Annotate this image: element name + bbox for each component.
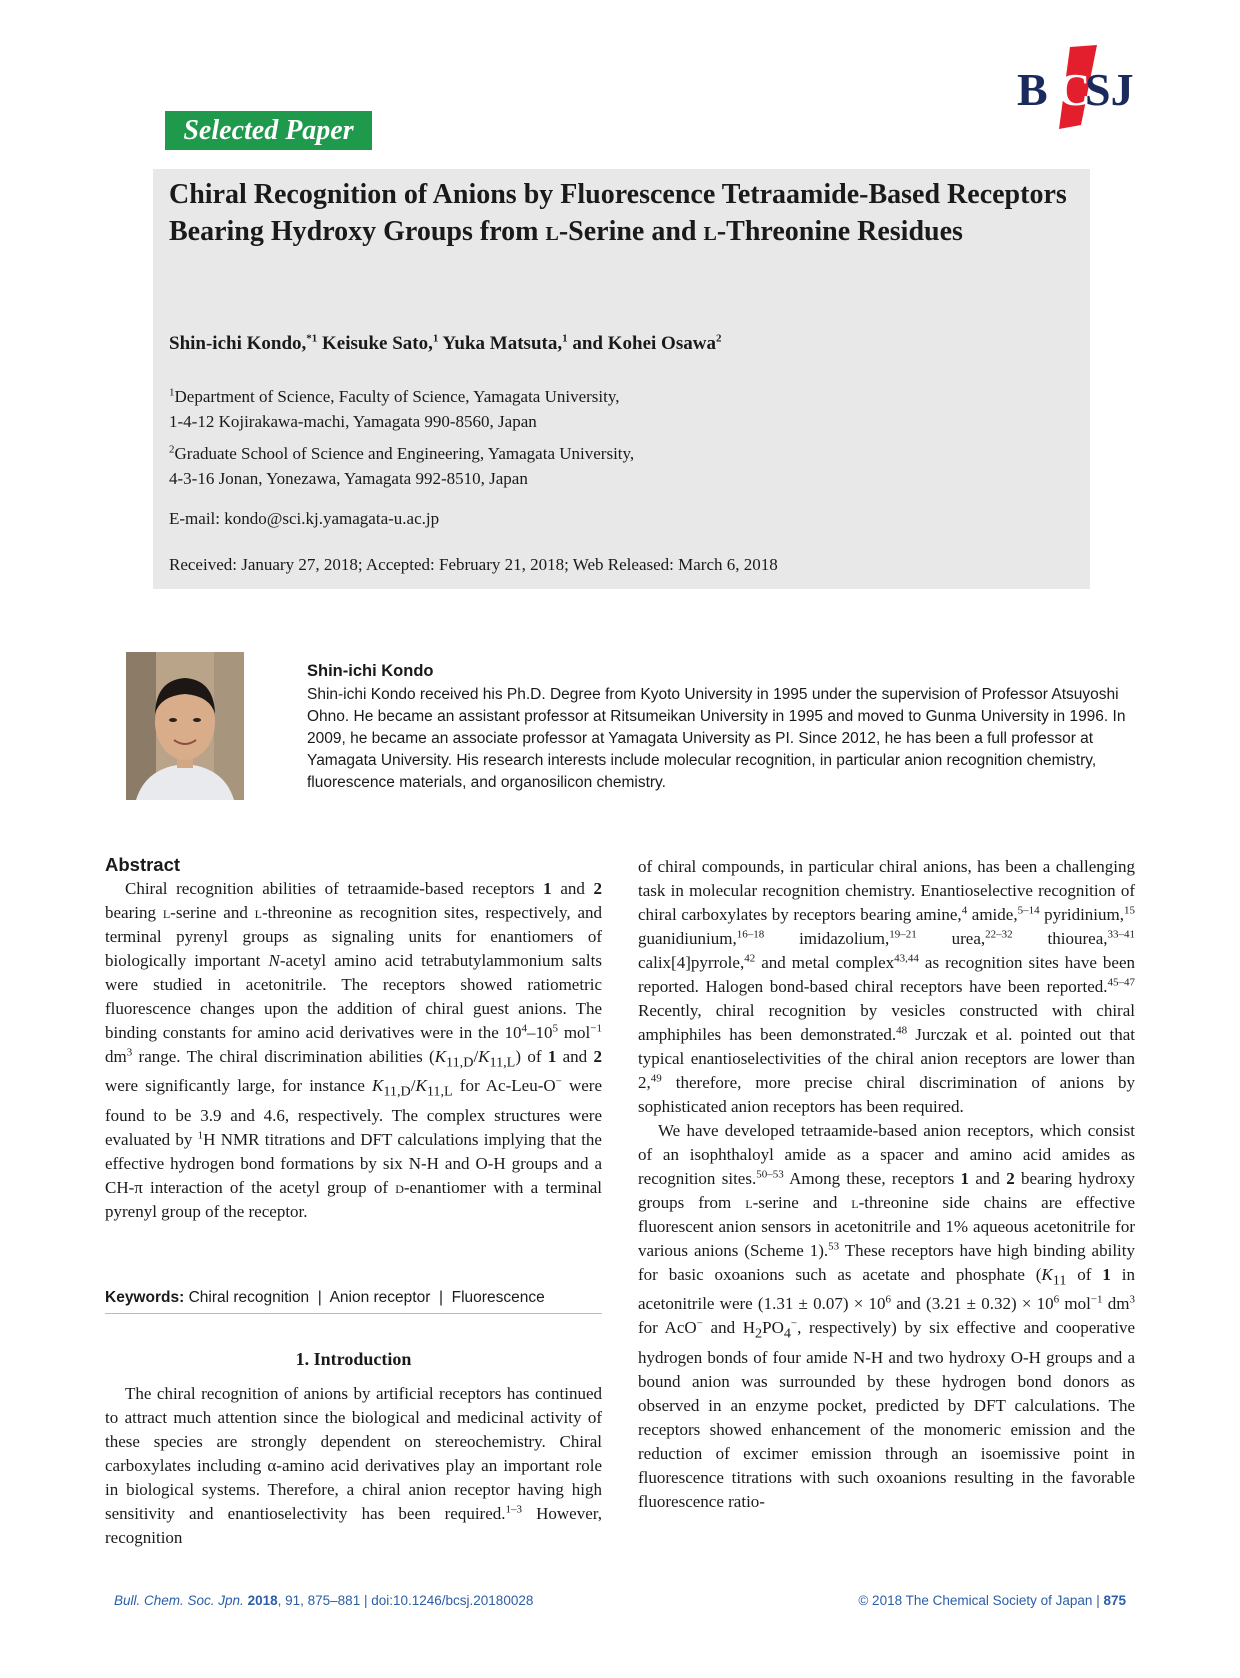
- footer-citation: Bull. Chem. Soc. Jpn. 2018, 91, 875–881 | doi:10.1246/bcsj.20180028: [114, 1593, 534, 1608]
- page-number: 875: [1103, 1593, 1126, 1608]
- bcsj-logo: [1015, 45, 1140, 130]
- intro-column-left: [105, 1382, 602, 1550]
- abstract-text: Chiral recognition abilities of tetraamide-based receptors 1 and 2 bearing l-serine and l-threonine as recognition sites, respectively, and terminal pyrenyl groups as signaling units for enantiomers of biologically important N-acetyl amino acid tetrabutylammonium salts were studied in acetonitrile. The receptors showed ratiometric fluorescence changes upon the addition of chiral guest anions. The binding constants for amino acid derivatives were in the $10^4-10^5$ mol$^{-1}$ $dm^3$ range. The chiral discrimination abilities $(K_{11,D}/K_{11,L})$ of 1 and 2 were significantly large, for instance $K_{11,D}/K_{11,L}$ for Ac-Leu-O− were found to be 3.9 and 4.6, respectively. The complex structures were evaluated by $^1$H NMR titrations and DFT calculations implying that the effective hydrogen bond formations by six N-H and O-H groups and a CH-π interaction of the acetyl group of d-enantiomer with a terminal pyrenyl group of the receptor.: [105, 879, 603, 1221]
- footer-copyright: © 2018 The Chemical Society of Japan | 875: [858, 1593, 1126, 1608]
- svg-text:C: C: [1057, 64, 1091, 115]
- keywords: Keywords: Chiral recognition | Anion receptor | Fluorescence: [105, 1289, 545, 1306]
- abstract-heading: Abstract: [105, 854, 181, 875]
- svg-text:SJ: SJ: [1085, 64, 1134, 115]
- affiliation-2: $^2$Graduate School of Science and Engineering, Yamagata University, 4-3-16 Jonan, Yonezawa, Yamagata 992-8510, Japan: [169, 443, 635, 488]
- intro-paragraph-2: We have developed tetraamide-based anion receptors, which consist of an isophthaloyl amide as a spacer and amino acid amides as recognition sites.$^{50-53}$ Among these, receptors 1 and 2 bearing hydroxy groups from l-serine and l-threonine side chains are effective fluorescent anion sensors in acetonitrile and 1% aqueous acetonitrile for various anions (Scheme 1).$^{53}$ These receptors have high binding ability for basic oxoanions such as acetate and phosphate ($K_{11}$ of 1 in acetonitrile were $(1.31 \pm 0.07) \times 10^6$ and $(3.21 \pm 0.32) \times 10^6$ mol$^{-1}$ $dm^3$ for AcO− and $H_2PO_4^-$, respectively) by six effective and cooperative hydrogen bonds of four amide N-H and two hydroxy O-H groups and a bound anion was surrounded by these hydrogen bond donors as observed in an enzyme pocket, predicted by DFT calculations. The receptors showed enhancement of the monomeric emission and the reduction of excimer emission through an isoemissive point in fluorescence titrations with such oxoanions resulting in the favorable fluorescence ratio-: [638, 1121, 1135, 1511]
- intro-paragraph-1: The chiral recognition of anions by artificial receptors has continued to attract much attention since the biological and medicinal activity of these species are strongly dependent on stereochemistry. Chiral carboxylates including α-amino acid derivatives play an important role in biological systems. Therefore, a chiral anion receptor having high sensitivity and enantioselectivity has been required.$^{1-3}$ However, recognition: [105, 1384, 602, 1547]
- introduction-heading: 1. Introduction: [295, 1349, 412, 1369]
- bio-name: Shin-ichi Kondo: [307, 662, 434, 680]
- selected-paper-badge: Selected Paper: [165, 111, 372, 150]
- svg-text:B: B: [1017, 64, 1048, 115]
- affiliation-1: $^1$Department of Science, Faculty of Science, Yamagata University, 1-4-12 Kojirakawa-machi, Yamagata 990-8560, Japan: [169, 386, 620, 431]
- abstract-column: [105, 853, 602, 1224]
- intro-column-right: [638, 855, 1135, 1514]
- author-photo: [126, 652, 244, 800]
- keywords-divider: [105, 1313, 602, 1314]
- author-list: Shin-ichi Kondo,$^{*1}$ Keisuke Sato,$^1$ Yuka Matsuta,$^1$ and Kohei Osawa$^2$: [169, 332, 722, 354]
- publication-dates: Received: January 27, 2018; Accepted: February 21, 2018; Web Released: March 6, 2018: [169, 555, 778, 574]
- article-title: Chiral Recognition of Anions by Fluorescence Tetraamide-Based Receptors Bearing Hydroxy Groups from l-Serine and l-Threonine Residues: [169, 179, 1067, 247]
- bio-text: Shin-ichi Kondo received his Ph.D. Degree from Kyoto University in 1995 under the supervision of Professor Atsuyoshi Ohno. He became an assistant professor at Ritsumeikan University in 1995 and moved to Gunma University in 1996. In 2009, he became an associate professor at Yamagata University as PI. Since 2012, he has been a full professor at Yamagata University. His research interests include molecular recognition, in particular anion recognition chemistry, fluorescence materials, and organosilicon chemistry.: [307, 686, 1126, 791]
- intro-paragraph-1-cont: of chiral compounds, in particular chiral anions, has been a challenging task in molecular recognition chemistry. Enantioselective recognition of chiral carboxylates by receptors bearing amine,$^4$ amide,$^{5-14}$ pyridinium,$^{15}$ guanidiunium,$^{16-18}$ imidazolium,$^{19-21}$ urea,$^{22-32}$ thiourea,$^{33-41}$ calix[4]pyrrole,$^{42}$ and metal complex$^{43,44}$ as recognition sites have been reported. Halogen bond-based chiral receptors have been reported.$^{45-47}$ Recently, chiral recognition by vesicles constructed with chiral amphiphiles has been demonstrated.$^{48}$ Jurczak et al. pointed out that typical enantioselectivities of the chiral anion receptors are lower than 2,49 therefore, more precise chiral discrimination of anions by sophisticated anion receptors has been required.: [638, 857, 1135, 1116]
- email: E-mail: kondo@sci.kj.yamagata-u.ac.jp: [169, 509, 440, 528]
